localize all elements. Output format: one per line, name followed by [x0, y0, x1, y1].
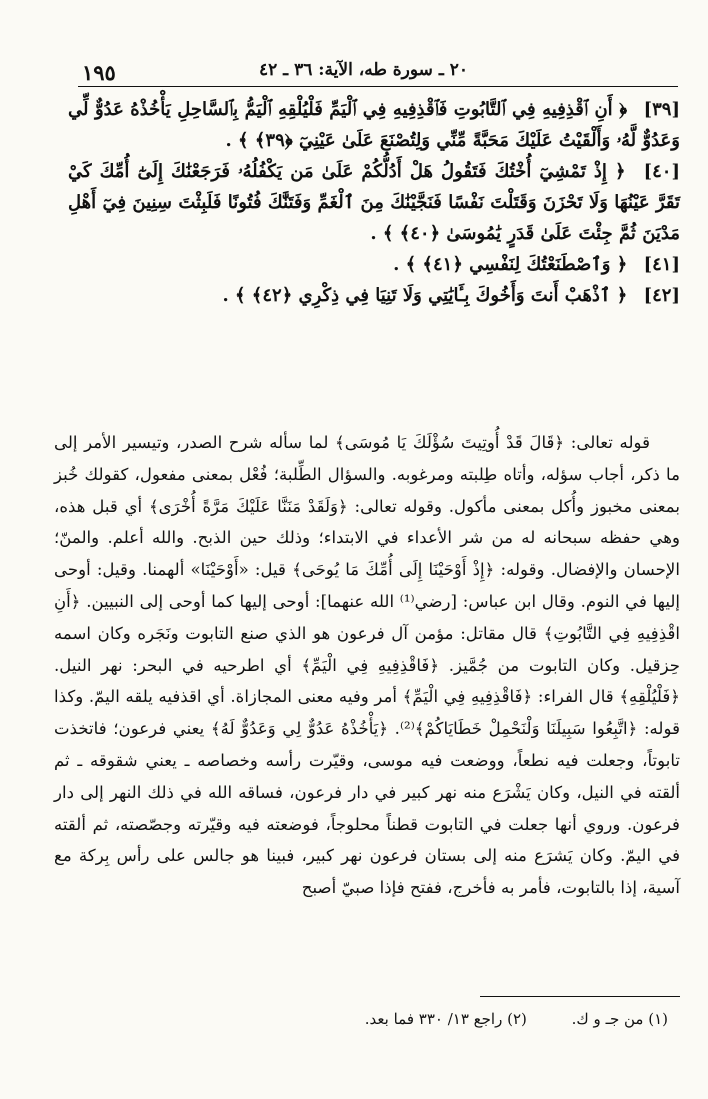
commentary-text [54, 427, 680, 904]
verse-number: [٤٠] [643, 161, 680, 182]
verse-number: [٤١] [643, 254, 680, 275]
footnotes [68, 1008, 668, 1030]
verses-block [68, 94, 680, 311]
verse-40 [68, 156, 680, 249]
verse-number: [٤٢] [643, 285, 680, 306]
verse-text: ﴿ وَٱصْطَنَعْتُكَ لِنَفْسِي ﴿٤١﴾ ﴾ . [393, 254, 628, 275]
surah-heading: ٢٠ ـ سورة طه، الآية: ٣٦ ـ ٤٢ [258, 60, 468, 80]
footnote-divider [480, 996, 680, 997]
verse-text: ﴿ ٱذْهَبْ أَنتَ وَأَخُوكَ بِـَٔايَٰتِي وَلَا تَنِيَا فِي ذِكْرِي ﴿٤٢﴾ ﴾ . [222, 285, 628, 306]
page-number: ١٩٥ [82, 60, 116, 85]
verse-39 [68, 94, 680, 156]
verse-number: [٣٩] [643, 99, 680, 120]
verse-41 [68, 249, 680, 280]
footnote-1: (١) من جـ و ك. [571, 1010, 668, 1028]
verse-42 [68, 280, 680, 311]
footnote-2: (٢) راجع ١٣/ ٣٣٠ فما بعد. [364, 1010, 527, 1028]
verse-text: ﴿ أَنِ ٱقْذِفِيهِ فِي ٱلتَّابُوتِ فَٱقْذِفِيهِ فِي ٱلْيَمِّ فَلْيُلْقِهِ ٱلْيَمُّ بِٱلسَّاحِلِ يَأْخُذْهُ عَدُوٌّ لِّي وَعَدُوٌّ لَّهُۥ وَأَلْقَيْتُ عَلَيْكَ مَحَبَّةً مِّنِّي وَلِتُصْنَعَ عَلَىٰ عَيْنِيٓ ﴿٣٩﴾ ﴾ . [68, 99, 680, 151]
running-header [78, 56, 678, 87]
commentary-paragraph: قوله تعالى: ﴿قَالَ قَدْ أُوتِيتَ سُؤْلَكَ يَا مُوسَى﴾ لما سأله شرح الصدر، وتيسير الأمر إلى ما ذكر، أجاب سؤله، وأتاه طِلبته ومرغوبه. والسؤال الطِّلبة؛ فُعْل بمعنى مفعول، كقولك خُبز بمعنى مخبوز وأُكل بمعنى مأكول. وقوله تعالى: ﴿وَلَقَدْ مَنَنَّا عَلَيْكَ مَرَّةً أُخْرَى﴾ أي قبل هذه، وهي حفظه سبحانه له من شر الأعداء في الابتداء؛ وذلك حين الذبح. والله أعلم. والمنّ؛ الإحسان والإفضال. وقوله: ﴿إِذْ أَوْحَيْنَا إِلَى أُمِّكَ مَا يُوحَى﴾ قيل: «أَوْحَيْنَا» ألهمنا. وقيل: أوحى إليها في النوم. وقال ابن عباس: [رضي⁽¹⁾ الله عنهما]: أوحى إليها كما أوحى إلى النبيين. ﴿أَنِ اقْذِفِيهِ فِي التَّابُوتِ﴾ قال مقاتل: مؤمن آل فرعون هو الذي صنع التابوت ونَجَره وكان اسمه حِزقيل. وكان التابوت من جُمَّيز. ﴿فَاقْذِفِيهِ فِي الْيَمِّ﴾ أي اطرحيه في البحر: نهر النيل. ﴿فَلْيُلْقِهِ﴾ قال الفراء: ﴿فَاقْذِفِيهِ فِي الْيَمِّ﴾ أمر وفيه معنى المجازاة. أي اقذفيه يلقه اليمّ. وكذا قوله: ﴿اتَّبِعُوا سَبِيلَنَا وَلْنَحْمِلْ خَطَايَاكُمْ﴾⁽²⁾. ﴿يَأْخُذْهُ عَدُوٌّ لِي وَعَدُوٌّ لَهُ﴾ يعني فرعون؛ فاتخذت تابوتاً، وجعلت فيه نطعاً، ووضعت فيه موسى، وقيّرت رأسه وخصاصه ـ يعني شقوقه ـ ثم ألقته في النيل، وكان يَشْرَع منه نهر كبير في دار فرعون، فساقه الله في ذلك النهر إلى دار فرعون. وروي أنها جعلت في التابوت قطناً محلوجاً، فوضعته فيه وقيّرته وجصّصته، ثم ألقته في اليمّ. وكان يَشرَع منه إلى بستان فرعون نهر كبير، فبينا هو جالس على رأس بِركة مع آسية، إذا بالتابوت، فأمر به فأخرج، ففتح فإذا صبيّ أصبح [54, 433, 681, 898]
verse-text: ﴿ إِذْ تَمْشِيٓ أُخْتُكَ فَتَقُولُ هَلْ أَدُلُّكُمْ عَلَىٰ مَن يَكْفُلُهُۥ فَرَجَعْنَٰكَ إِلَىٰٓ أُمِّكَ كَيْ تَقَرَّ عَيْنُهَا وَلَا تَحْزَنَ وَقَتَلْتَ نَفْسًا فَنَجَّيْنَٰكَ مِنَ ٱلْغَمِّ وَفَتَنَّٰكَ فُتُونًا فَلَبِثْتَ سِنِينَ فِيٓ أَهْلِ مَدْيَنَ ثُمَّ جِئْتَ عَلَىٰ قَدَرٍ يَٰمُوسَىٰ ﴿٤٠﴾ ﴾ . [68, 161, 680, 244]
